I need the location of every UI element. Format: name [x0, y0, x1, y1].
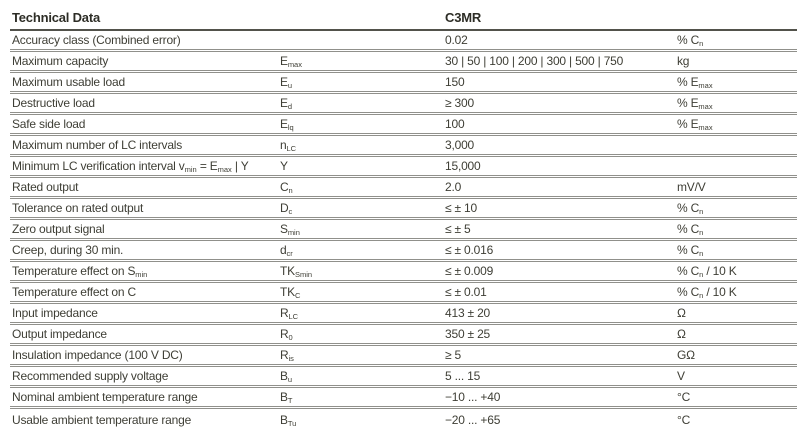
table-row	[10, 136, 797, 157]
value-cell: 3,000	[445, 138, 475, 152]
unit-cell: % $C_n$	[677, 33, 704, 48]
symbol-cell: Y	[280, 159, 288, 173]
unit-cell: % $C_n$	[677, 222, 704, 237]
parameter-cell: Temperature effect on C	[12, 285, 136, 299]
parameter-cell: Creep, during 30 min.	[12, 243, 124, 257]
unit-cell: % $C_n / 10$ K	[677, 264, 737, 279]
parameter-cell: Maximum capacity	[12, 54, 109, 68]
parameter-cell: Maximum usable load	[12, 75, 125, 89]
table-row	[10, 367, 797, 388]
symbol-cell: $C_n$	[280, 180, 293, 195]
value-cell: 350 ± 25	[445, 327, 491, 341]
value-cell: 15,000	[445, 159, 481, 173]
table-row	[10, 52, 797, 73]
value-cell: 30 | 50 | 100 | 200 | 300 | 500 | 750	[445, 54, 624, 68]
parameter-cell: Zero output signal	[12, 222, 105, 236]
technical-data-table	[10, 6, 797, 430]
parameter-cell: Destructive load	[12, 96, 95, 110]
unit-cell: % $C_n / 10$ K	[677, 285, 737, 300]
symbol-cell: $R_{LC}$	[280, 306, 299, 321]
table-row	[10, 94, 797, 115]
symbol-cell: $n_{LC}$	[280, 138, 297, 153]
symbol-cell: $B_u$	[280, 369, 292, 384]
unit-cell: Ω	[677, 327, 686, 341]
unit-cell: °C	[677, 412, 691, 427]
value-cell: ≤ ± 5	[445, 222, 471, 236]
unit-cell: V	[677, 369, 685, 383]
table-row	[10, 325, 797, 346]
table-row	[10, 262, 797, 283]
value-cell: 100	[445, 117, 465, 131]
value-cell: ≥ 5	[445, 348, 461, 362]
model-header: C3MR	[445, 10, 482, 25]
table-row	[10, 409, 797, 430]
value-cell: ≤ ± 0.009	[445, 264, 494, 278]
table-body	[10, 31, 797, 430]
parameter-cell: Recommended supply voltage	[12, 369, 169, 383]
unit-cell: % $C_n$	[677, 201, 704, 216]
parameter-cell: Safe side load	[12, 117, 86, 131]
table-row	[10, 241, 797, 262]
table-row	[10, 346, 797, 367]
table-row	[10, 283, 797, 304]
value-cell: −20 ... +65	[445, 412, 501, 427]
table-row	[10, 73, 797, 94]
table-row	[10, 388, 797, 409]
unit-cell: % $E_{max}$	[677, 75, 713, 90]
unit-cell: % $E_{max}$	[677, 117, 713, 132]
value-cell: −10 ... +40	[445, 390, 501, 404]
value-cell: 0.02	[445, 33, 468, 47]
parameter-cell: Temperature effect on $S_{min}$	[12, 264, 148, 279]
symbol-cell: $S_{min}$	[280, 222, 300, 237]
unit-cell: % $E_{max}$	[677, 96, 713, 111]
parameter-cell: Input impedance	[12, 306, 98, 320]
unit-cell: kg	[677, 54, 690, 68]
symbol-cell: $E_{max}$	[280, 54, 302, 69]
symbol-cell: $E_u$	[280, 75, 292, 90]
value-cell: ≤ ± 0.016	[445, 243, 494, 257]
parameter-cell: Output impedance	[12, 327, 107, 341]
value-cell: 413 ± 20	[445, 306, 491, 320]
unit-cell: °C	[677, 390, 691, 404]
parameter-cell: Insulation impedance (100 V DC)	[12, 348, 183, 362]
parameter-cell: Nominal ambient temperature range	[12, 390, 198, 404]
symbol-cell: $R_0$	[280, 327, 293, 342]
unit-cell: GΩ	[677, 348, 695, 362]
table-row	[10, 199, 797, 220]
symbol-cell: $D_c$	[280, 201, 293, 216]
symbol-cell: $TK_{Smin}$	[280, 264, 313, 279]
symbol-cell: $E_{lq}$	[280, 117, 294, 132]
table-row	[10, 157, 797, 178]
value-cell: ≥ 300	[445, 96, 474, 110]
table-row	[10, 31, 797, 52]
symbol-cell: $R_{is}$	[280, 348, 294, 363]
table-row	[10, 304, 797, 325]
table-row	[10, 115, 797, 136]
table-header-row	[10, 6, 797, 31]
parameter-cell: Rated output	[12, 180, 79, 194]
unit-cell: Ω	[677, 306, 686, 320]
value-cell: 2.0	[445, 180, 462, 194]
symbol-cell: $TK_C$	[280, 285, 301, 300]
page-title: Technical Data	[12, 10, 100, 25]
parameter-cell: Usable ambient temperature range	[12, 412, 192, 427]
value-cell: 5 ... 15	[445, 369, 481, 383]
symbol-cell: $d_{cr}$	[280, 243, 293, 258]
parameter-cell: Tolerance on rated output	[12, 201, 144, 215]
unit-cell: mV/V	[677, 180, 706, 194]
parameter-cell: Maximum number of LC intervals	[12, 138, 183, 152]
parameter-cell: Accuracy class (Combined error)	[12, 33, 181, 47]
table-row	[10, 220, 797, 241]
symbol-cell: $B_{Tu}$	[280, 412, 297, 428]
value-cell: ≤ ± 0.01	[445, 285, 487, 299]
unit-cell: % $C_n$	[677, 243, 704, 258]
table-row	[10, 178, 797, 199]
symbol-cell: $E_d$	[280, 96, 292, 111]
symbol-cell: $B_T$	[280, 390, 293, 405]
value-cell: 150	[445, 75, 465, 89]
parameter-cell: Minimum LC verification interval $v_{min} = E_{max}$ | Y	[12, 159, 249, 174]
value-cell: ≤ ± 10	[445, 201, 477, 215]
